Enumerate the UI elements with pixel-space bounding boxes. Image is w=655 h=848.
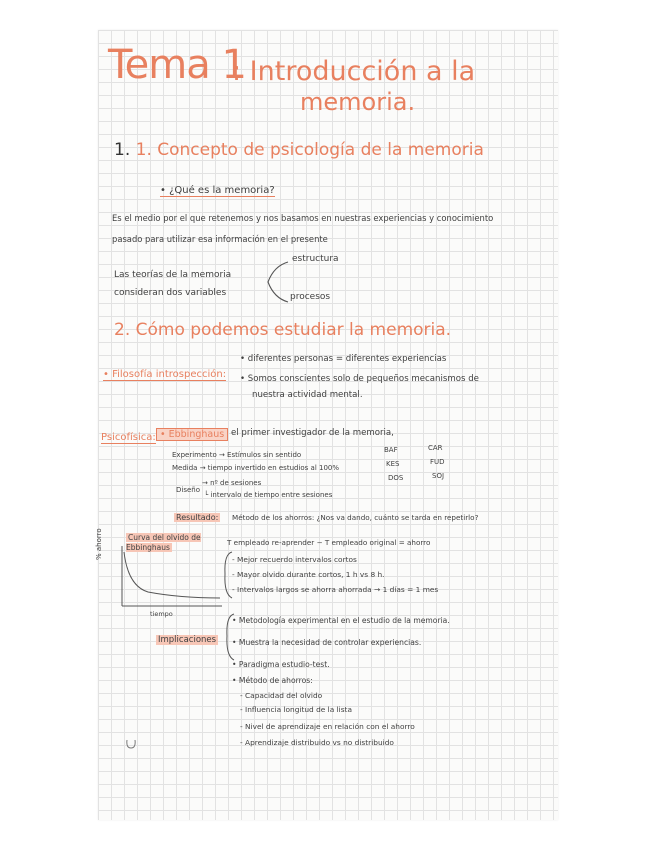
resultado-text: Método de los ahorros: ¿Nos va dando, cuánto se tarda en repetirlo? xyxy=(232,513,479,522)
syllable-1a: BAF xyxy=(384,446,398,454)
implicacion-1: • Metodología experimental en el estudio de la memoria. xyxy=(232,616,450,625)
section1-heading xyxy=(114,140,484,160)
resultado-label-text: Resultado: xyxy=(176,513,219,522)
chart-ylabel: % ahorro xyxy=(95,528,103,560)
implicacion-3: • Paradigma estudio-test. xyxy=(232,660,330,669)
theories-line2: consideran dos variables xyxy=(114,288,227,298)
theories-line1: Las teorías de la memoria xyxy=(114,270,232,280)
syllable-2b: FUD xyxy=(430,458,445,466)
definition-line2: pasado para utilizar esa información en el presente xyxy=(112,234,328,244)
forgetting-curve-chart xyxy=(100,538,230,618)
filosofia-point2-line2: nuestra actividad mental. xyxy=(252,390,363,400)
syllable-3b: SOJ xyxy=(432,472,445,480)
diseno-sesiones: → nº de sesiones xyxy=(202,479,262,487)
question-what-is-memory: • ¿Qué es la memoria? xyxy=(160,185,275,196)
ahorros-sub-3: - Nivel de aprendizaje en relación con el ahorro xyxy=(240,722,415,731)
ahorros-sub-1: - Capacidad del olvido xyxy=(240,691,323,700)
ahorro-formula: T empleado re-aprender − T empleado original = ahorro xyxy=(227,538,431,547)
ebbinghaus-badge: • Ebbinghaus xyxy=(156,428,228,441)
ahorros-sub-2: - Influencia longitud de la lista xyxy=(240,705,352,714)
section1-number: 1. xyxy=(114,140,136,160)
forgetting-curve-line xyxy=(124,552,220,598)
implicaciones-label-text: Implicaciones xyxy=(158,635,217,645)
syllable-2a: KES xyxy=(386,460,400,468)
filosofia-point2-line1: • Somos conscientes solo de pequeños mecanismos de xyxy=(240,374,479,384)
variable-estructura: estructura xyxy=(292,254,339,264)
diseno-label: Diseño xyxy=(176,486,201,494)
section2-heading-text: 2. Cómo podemos estudiar la memoria. xyxy=(114,320,452,340)
ebbinghaus-description: el primer investigador de la memoria, xyxy=(231,428,394,438)
implicacion-4: • Método de ahorros: xyxy=(232,676,313,685)
title-tema: Tema 1 xyxy=(108,42,246,88)
curve-note-3: - Intervalos largos se ahorra ahorrada → 1 días = 1 mes xyxy=(232,585,439,594)
diseno-intervalo: └ intervalo de tiempo entre sesiones xyxy=(204,491,333,499)
curve-note-2: - Mayor olvido durante cortos, 1 h vs 8 h. xyxy=(232,570,385,579)
doodle-circle xyxy=(124,737,138,751)
filosofia-point1: • diferentes personas = diferentes experiencias xyxy=(240,354,447,364)
medida-line: Medida → tiempo invertido en estudios al 100% xyxy=(172,464,340,472)
definition-line1: Es el medio por el que retenemos y nos basamos en nuestras experiencias y conocimiento xyxy=(112,213,494,223)
syllable-1b: CAR xyxy=(428,444,443,452)
curva-label-text: Curva del olvido de Ebbinghaus xyxy=(126,533,201,552)
chart-xlabel: tiempo xyxy=(150,610,173,618)
section2-heading xyxy=(114,320,451,340)
title-topic: : Introducción a la xyxy=(232,56,476,87)
resultado-label xyxy=(174,513,220,522)
filosofia-label-text: • Filosofía introspección: xyxy=(103,369,227,380)
section1-heading-text: 1. Concepto de psicología de la memoria xyxy=(135,140,484,160)
psicofisica-label-text: Psicofísica: xyxy=(101,432,156,443)
implicaciones-label xyxy=(156,635,218,645)
variable-procesos: procesos xyxy=(290,292,331,302)
ahorros-sub-4: - Aprendizaje distribuido vs no distribuido xyxy=(240,738,394,747)
syllable-3a: DOS xyxy=(388,474,404,482)
experimento-line: Experimento → Estímulos sin sentido xyxy=(172,451,302,459)
filosofia-label xyxy=(103,369,226,380)
title-memoria: memoria. xyxy=(300,88,416,116)
theories-brace xyxy=(260,258,290,308)
curve-note-1: - Mejor recuerdo intervalos cortos xyxy=(232,555,357,564)
psicofisica-label xyxy=(101,432,156,443)
implicacion-2: • Muestra la necesidad de controlar experiencias. xyxy=(232,638,422,647)
